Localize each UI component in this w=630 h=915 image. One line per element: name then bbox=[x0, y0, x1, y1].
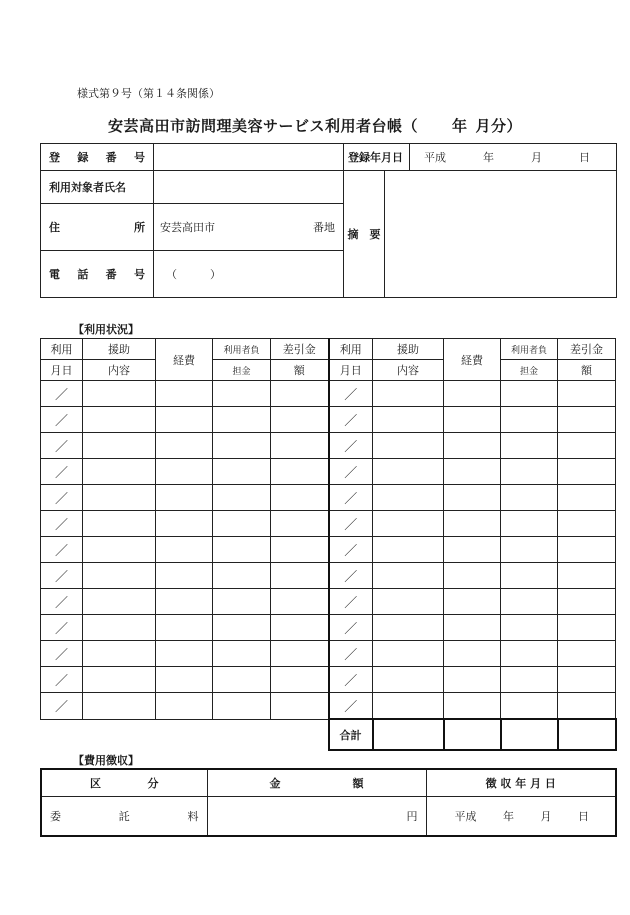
burden-cell[interactable] bbox=[501, 459, 558, 485]
date-header-bottom: 月日 bbox=[329, 360, 373, 381]
net-cell[interactable] bbox=[271, 433, 329, 459]
net-header-bottom: 額 bbox=[271, 360, 329, 381]
cost-cell[interactable] bbox=[444, 511, 501, 537]
total-cost-cell[interactable] bbox=[444, 719, 501, 750]
cost-cell[interactable] bbox=[444, 485, 501, 511]
burden-cell[interactable] bbox=[213, 693, 271, 720]
burden-cell[interactable] bbox=[501, 641, 558, 667]
total-burden-cell[interactable] bbox=[501, 719, 558, 750]
burden-cell[interactable] bbox=[213, 459, 271, 485]
content-cell[interactable] bbox=[373, 641, 444, 667]
content-cell[interactable] bbox=[83, 693, 156, 720]
burden-cell[interactable] bbox=[501, 433, 558, 459]
content-cell[interactable] bbox=[373, 485, 444, 511]
usage-row bbox=[41, 693, 616, 720]
content-cell[interactable] bbox=[83, 407, 156, 433]
address-label: 住 所 bbox=[41, 204, 154, 251]
date-cell[interactable]: ／ bbox=[41, 667, 83, 693]
amount-header: 金 額 bbox=[207, 769, 426, 797]
date-cell[interactable]: ／ bbox=[41, 589, 83, 615]
date-cell[interactable]: ／ bbox=[41, 537, 83, 563]
cost-cell[interactable] bbox=[444, 693, 501, 720]
cost-cell[interactable] bbox=[156, 433, 213, 459]
usage-row bbox=[41, 485, 616, 511]
registration-date-label: 登録年月日 bbox=[344, 144, 410, 171]
cost-cell[interactable] bbox=[156, 459, 213, 485]
date-cell[interactable]: ／ bbox=[329, 459, 373, 485]
cost-cell[interactable] bbox=[156, 407, 213, 433]
address-field[interactable]: 安芸高田市 番地 bbox=[154, 204, 344, 251]
content-cell[interactable] bbox=[373, 459, 444, 485]
phone-field[interactable]: （ ） bbox=[154, 251, 344, 298]
content-cell[interactable] bbox=[83, 537, 156, 563]
date-cell[interactable]: ／ bbox=[41, 433, 83, 459]
burden-cell[interactable] bbox=[213, 485, 271, 511]
burden-cell[interactable] bbox=[213, 537, 271, 563]
burden-cell[interactable] bbox=[501, 485, 558, 511]
usage-row bbox=[41, 615, 616, 641]
date-cell[interactable]: ／ bbox=[41, 407, 83, 433]
commission-fee-label: 委 託 料 bbox=[41, 797, 207, 837]
date-cell[interactable]: ／ bbox=[41, 641, 83, 667]
date-header-top: 利用 bbox=[41, 339, 83, 360]
net-cell[interactable] bbox=[271, 667, 329, 693]
burden-cell[interactable] bbox=[213, 667, 271, 693]
content-cell[interactable] bbox=[373, 433, 444, 459]
burden-cell[interactable] bbox=[213, 589, 271, 615]
commission-amount-field[interactable]: 円 bbox=[207, 797, 426, 837]
collection-date-header: 徴 収 年 月 日 bbox=[426, 769, 616, 797]
registration-date-field[interactable]: 平成 年 月 日 bbox=[410, 144, 617, 171]
content-cell[interactable] bbox=[373, 693, 444, 720]
cost-cell[interactable] bbox=[156, 537, 213, 563]
cost-cell[interactable] bbox=[156, 589, 213, 615]
date-cell[interactable]: ／ bbox=[41, 381, 83, 407]
net-cell[interactable] bbox=[271, 589, 329, 615]
usage-row bbox=[41, 381, 616, 407]
content-cell[interactable] bbox=[83, 667, 156, 693]
net-cell[interactable] bbox=[558, 433, 616, 459]
burden-header-top: 利用者負 bbox=[501, 339, 558, 360]
date-cell[interactable]: ／ bbox=[329, 641, 373, 667]
date-cell[interactable]: ／ bbox=[329, 693, 373, 720]
cost-cell[interactable] bbox=[444, 667, 501, 693]
cost-cell[interactable] bbox=[444, 407, 501, 433]
usage-row bbox=[41, 433, 616, 459]
cost-cell[interactable] bbox=[156, 667, 213, 693]
date-cell[interactable]: ／ bbox=[329, 511, 373, 537]
content-cell[interactable] bbox=[83, 641, 156, 667]
usage-row bbox=[41, 667, 616, 693]
user-name-field[interactable] bbox=[154, 171, 344, 204]
burden-cell[interactable] bbox=[501, 667, 558, 693]
usage-row bbox=[41, 589, 616, 615]
cost-header: 経費 bbox=[444, 339, 501, 381]
net-cell[interactable] bbox=[271, 537, 329, 563]
content-cell[interactable] bbox=[83, 459, 156, 485]
burden-cell[interactable] bbox=[501, 381, 558, 407]
cost-cell[interactable] bbox=[444, 459, 501, 485]
net-cell[interactable] bbox=[558, 537, 616, 563]
cost-cell[interactable] bbox=[156, 563, 213, 589]
net-cell[interactable] bbox=[271, 641, 329, 667]
cost-cell[interactable] bbox=[156, 381, 213, 407]
cost-cell[interactable] bbox=[156, 693, 213, 720]
usage-table bbox=[40, 338, 617, 751]
net-header-top: 差引金 bbox=[271, 339, 329, 360]
net-cell[interactable] bbox=[558, 615, 616, 641]
content-cell[interactable] bbox=[83, 589, 156, 615]
fee-section-label: 【費用徴収】 bbox=[73, 754, 139, 767]
burden-cell[interactable] bbox=[501, 693, 558, 720]
usage-row bbox=[41, 459, 616, 485]
burden-cell[interactable] bbox=[501, 537, 558, 563]
usage-row bbox=[41, 641, 616, 667]
net-header-top: 差引金 bbox=[558, 339, 616, 360]
remarks-label: 摘 要 bbox=[344, 171, 385, 298]
burden-cell[interactable] bbox=[213, 511, 271, 537]
content-cell[interactable] bbox=[83, 563, 156, 589]
cost-cell[interactable] bbox=[156, 615, 213, 641]
total-content-cell[interactable] bbox=[373, 719, 444, 750]
net-cell[interactable] bbox=[558, 459, 616, 485]
net-cell[interactable] bbox=[271, 615, 329, 641]
date-header-top: 利用 bbox=[329, 339, 373, 360]
content-cell[interactable] bbox=[83, 615, 156, 641]
burden-cell[interactable] bbox=[501, 511, 558, 537]
category-header: 区 分 bbox=[41, 769, 207, 797]
title-suffix: 月分） bbox=[475, 117, 523, 135]
usage-row bbox=[41, 563, 616, 589]
content-cell[interactable] bbox=[373, 511, 444, 537]
date-cell[interactable]: ／ bbox=[41, 563, 83, 589]
net-cell[interactable] bbox=[558, 485, 616, 511]
date-cell[interactable]: ／ bbox=[41, 693, 83, 720]
date-cell[interactable]: ／ bbox=[329, 381, 373, 407]
net-cell[interactable] bbox=[558, 563, 616, 589]
date-cell[interactable]: ／ bbox=[41, 511, 83, 537]
burden-cell[interactable] bbox=[213, 433, 271, 459]
cost-cell[interactable] bbox=[444, 589, 501, 615]
content-header-top: 援助 bbox=[373, 339, 444, 360]
burden-cell[interactable] bbox=[213, 563, 271, 589]
content-cell[interactable] bbox=[83, 433, 156, 459]
net-cell[interactable] bbox=[271, 407, 329, 433]
date-cell[interactable]: ／ bbox=[329, 589, 373, 615]
burden-cell[interactable] bbox=[213, 381, 271, 407]
burden-header-bottom: 担金 bbox=[501, 360, 558, 381]
form-number-label: 様式第９号（第１４条関係） bbox=[77, 87, 220, 100]
cost-header: 経費 bbox=[156, 339, 213, 381]
content-cell[interactable] bbox=[373, 667, 444, 693]
cost-cell[interactable] bbox=[156, 511, 213, 537]
total-net-cell[interactable] bbox=[558, 719, 616, 750]
content-header-top: 援助 bbox=[83, 339, 156, 360]
net-cell[interactable] bbox=[558, 667, 616, 693]
cost-cell[interactable] bbox=[444, 563, 501, 589]
document-title bbox=[0, 115, 630, 136]
cost-cell[interactable] bbox=[156, 641, 213, 667]
net-cell[interactable] bbox=[271, 511, 329, 537]
usage-row bbox=[41, 407, 616, 433]
burden-cell[interactable] bbox=[501, 563, 558, 589]
burden-cell[interactable] bbox=[213, 615, 271, 641]
content-header-bottom: 内容 bbox=[83, 360, 156, 381]
burden-cell[interactable] bbox=[213, 407, 271, 433]
date-cell[interactable]: ／ bbox=[329, 433, 373, 459]
date-cell[interactable]: ／ bbox=[329, 537, 373, 563]
date-cell[interactable]: ／ bbox=[329, 407, 373, 433]
content-cell[interactable] bbox=[373, 537, 444, 563]
burden-header-top: 利用者負 bbox=[213, 339, 271, 360]
burden-cell[interactable] bbox=[213, 641, 271, 667]
net-cell[interactable] bbox=[271, 485, 329, 511]
usage-section-label: 【利用状況】 bbox=[73, 323, 139, 336]
phone-label: 電 話 番 号 bbox=[41, 251, 154, 298]
title-prefix: 安芸高田市訪問理美容サービス利用者台帳（ bbox=[107, 117, 418, 135]
registration-number-field[interactable] bbox=[154, 144, 344, 171]
date-cell[interactable]: ／ bbox=[41, 615, 83, 641]
content-header-bottom: 内容 bbox=[373, 360, 444, 381]
collection-date-field[interactable]: 平成 年 月 日 bbox=[426, 797, 616, 837]
content-cell[interactable] bbox=[83, 381, 156, 407]
cost-cell[interactable] bbox=[444, 381, 501, 407]
net-cell[interactable] bbox=[271, 563, 329, 589]
user-name-label: 利用対象者氏名 bbox=[41, 171, 154, 204]
net-cell[interactable] bbox=[558, 511, 616, 537]
cost-cell[interactable] bbox=[444, 537, 501, 563]
date-cell[interactable]: ／ bbox=[41, 459, 83, 485]
burden-cell[interactable] bbox=[501, 615, 558, 641]
cost-cell[interactable] bbox=[444, 433, 501, 459]
date-cell[interactable]: ／ bbox=[329, 615, 373, 641]
registration-table bbox=[40, 143, 617, 298]
date-cell[interactable]: ／ bbox=[329, 563, 373, 589]
fee-table bbox=[40, 768, 617, 837]
burden-header-bottom: 担金 bbox=[213, 360, 271, 381]
title-year: 年 bbox=[451, 117, 468, 135]
burden-cell[interactable] bbox=[501, 589, 558, 615]
usage-row bbox=[41, 511, 616, 537]
net-cell[interactable] bbox=[558, 381, 616, 407]
content-cell[interactable] bbox=[373, 381, 444, 407]
date-cell[interactable]: ／ bbox=[329, 485, 373, 511]
total-label: 合計 bbox=[329, 719, 373, 750]
date-cell[interactable]: ／ bbox=[329, 667, 373, 693]
burden-cell[interactable] bbox=[501, 407, 558, 433]
net-cell[interactable] bbox=[558, 641, 616, 667]
cost-cell[interactable] bbox=[444, 615, 501, 641]
content-cell[interactable] bbox=[83, 485, 156, 511]
net-cell[interactable] bbox=[271, 693, 329, 720]
date-cell[interactable]: ／ bbox=[41, 485, 83, 511]
net-cell[interactable] bbox=[271, 381, 329, 407]
net-cell[interactable] bbox=[271, 459, 329, 485]
content-cell[interactable] bbox=[373, 407, 444, 433]
content-cell[interactable] bbox=[83, 511, 156, 537]
content-cell[interactable] bbox=[373, 563, 444, 589]
registration-number-label: 登 録 番 号 bbox=[41, 144, 154, 171]
content-cell[interactable] bbox=[373, 589, 444, 615]
remarks-field[interactable] bbox=[385, 171, 617, 298]
cost-cell[interactable] bbox=[444, 641, 501, 667]
usage-row bbox=[41, 537, 616, 563]
date-header-bottom: 月日 bbox=[41, 360, 83, 381]
net-header-bottom: 額 bbox=[558, 360, 616, 381]
net-cell[interactable] bbox=[558, 693, 616, 720]
net-cell[interactable] bbox=[558, 407, 616, 433]
cost-cell[interactable] bbox=[156, 485, 213, 511]
net-cell[interactable] bbox=[558, 589, 616, 615]
content-cell[interactable] bbox=[373, 615, 444, 641]
